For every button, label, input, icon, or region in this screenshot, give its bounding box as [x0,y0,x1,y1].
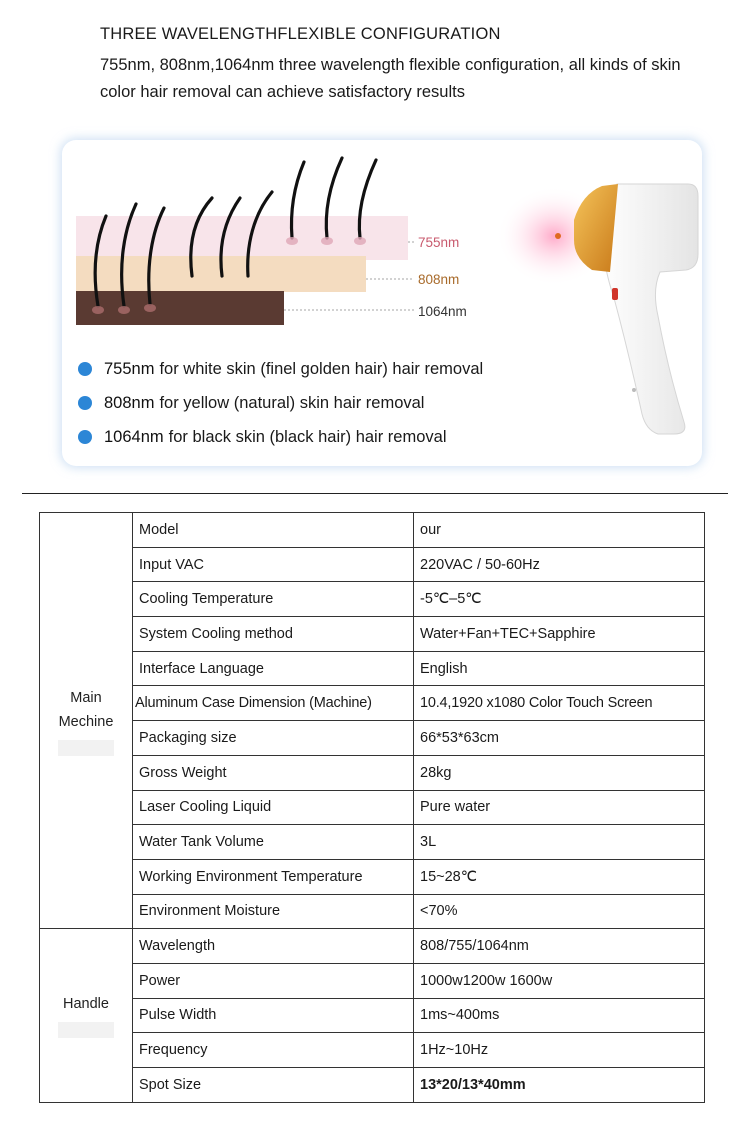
spec-name: Laser Cooling Liquid [133,790,414,825]
spec-value: Water+Fan+TEC+Sapphire [414,617,705,652]
spec-name: Wavelength [133,929,414,964]
wavelength-bullets [78,352,483,454]
table-row [40,998,705,1033]
spec-name: Input VAC [133,547,414,582]
table-row [40,790,705,825]
page-title: THREE WAVELENGTHFLEXIBLE CONFIGURATION [100,25,501,43]
spec-value: 15~28℃ [414,859,705,894]
layer-1064 [76,291,284,325]
bullet-dot-icon [78,362,92,376]
spec-name: Frequency [133,1033,414,1068]
group-handle [40,929,133,1102]
spec-value: 28kg [414,755,705,790]
spec-value: 66*53*63cm [414,721,705,756]
spec-value: 1000w1200w 1600w [414,963,705,998]
bullet-dot-icon [78,396,92,410]
spec-name: Power [133,963,414,998]
label-755: 755nm [418,235,460,250]
table-row [40,825,705,860]
bullet-wavelength: 808nm [104,393,155,412]
spec-value: <70% [414,894,705,929]
list-item [78,386,483,420]
table-row [40,582,705,617]
spec-value: -5℃–5℃ [414,582,705,617]
spec-value: Pure water [414,790,705,825]
bullet-text: for white skin (finel golden hair) hair removal [159,359,484,378]
table-row [40,1033,705,1068]
group-label-line2: Mechine [58,713,114,730]
table-row [40,513,705,548]
table-row [40,721,705,756]
table-row [40,755,705,790]
table-row [40,894,705,929]
section-divider [22,493,728,494]
page-description: 755nm, 808nm,1064nm three wavelength flexible configuration, all kinds of skin color hair removal can achieve satisfactory results [100,56,681,101]
spec-name: Environment Moisture [133,894,414,929]
bullet-text: for yellow (natural) skin hair removal [159,393,425,412]
table-row [40,651,705,686]
group-label-placeholder [58,1022,114,1038]
spec-name: Water Tank Volume [133,825,414,860]
spec-name: Cooling Temperature [133,582,414,617]
table-row [40,686,705,721]
label-808: 808nm [418,272,460,287]
bullet-wavelength: 755nm [104,359,155,378]
spec-value: 10.4,1920 x1080 Color Touch Screen [414,686,705,721]
spec-name: Pulse Width [133,998,414,1033]
spec-name: Interface Language [133,651,414,686]
group-main-machine [40,513,133,929]
list-item [78,420,483,454]
spec-name: Packaging size [133,721,414,756]
table-row [40,963,705,998]
table-row [40,547,705,582]
bullet-wavelength: 1064nm [104,427,164,446]
spec-value: 1ms~400ms [414,998,705,1033]
spec-value: 220VAC / 50-60Hz [414,547,705,582]
bullet-dot-icon [78,430,92,444]
spec-name: Working Environment Temperature [133,859,414,894]
table-row [40,929,705,964]
table-row [40,1068,705,1103]
table-row [40,617,705,652]
spec-value: English [414,651,705,686]
hero-text [100,24,720,106]
spec-name: Aluminum Case Dimension (Machine) [133,686,414,721]
table-row [40,859,705,894]
label-1064: 1064nm [418,304,467,319]
spec-value: our [414,513,705,548]
spec-name: System Cooling method [133,617,414,652]
spec-name: Model [133,513,414,548]
bullet-text: for black skin (black hair) hair removal [168,427,447,446]
laser-handpiece-image [496,184,698,434]
spec-value: 3L [414,825,705,860]
spec-value: 808/755/1064nm [414,929,705,964]
group-label-line1: Main [70,689,102,706]
spec-value: 1Hz~10Hz [414,1033,705,1068]
group-label-placeholder [58,740,114,756]
spec-name: Gross Weight [133,755,414,790]
spec-value: 13*20/13*40mm [414,1068,705,1103]
group-label-line1: Handle [63,996,109,1013]
spec-name: Spot Size [133,1068,414,1103]
spec-table [39,512,705,1103]
list-item [78,352,483,386]
